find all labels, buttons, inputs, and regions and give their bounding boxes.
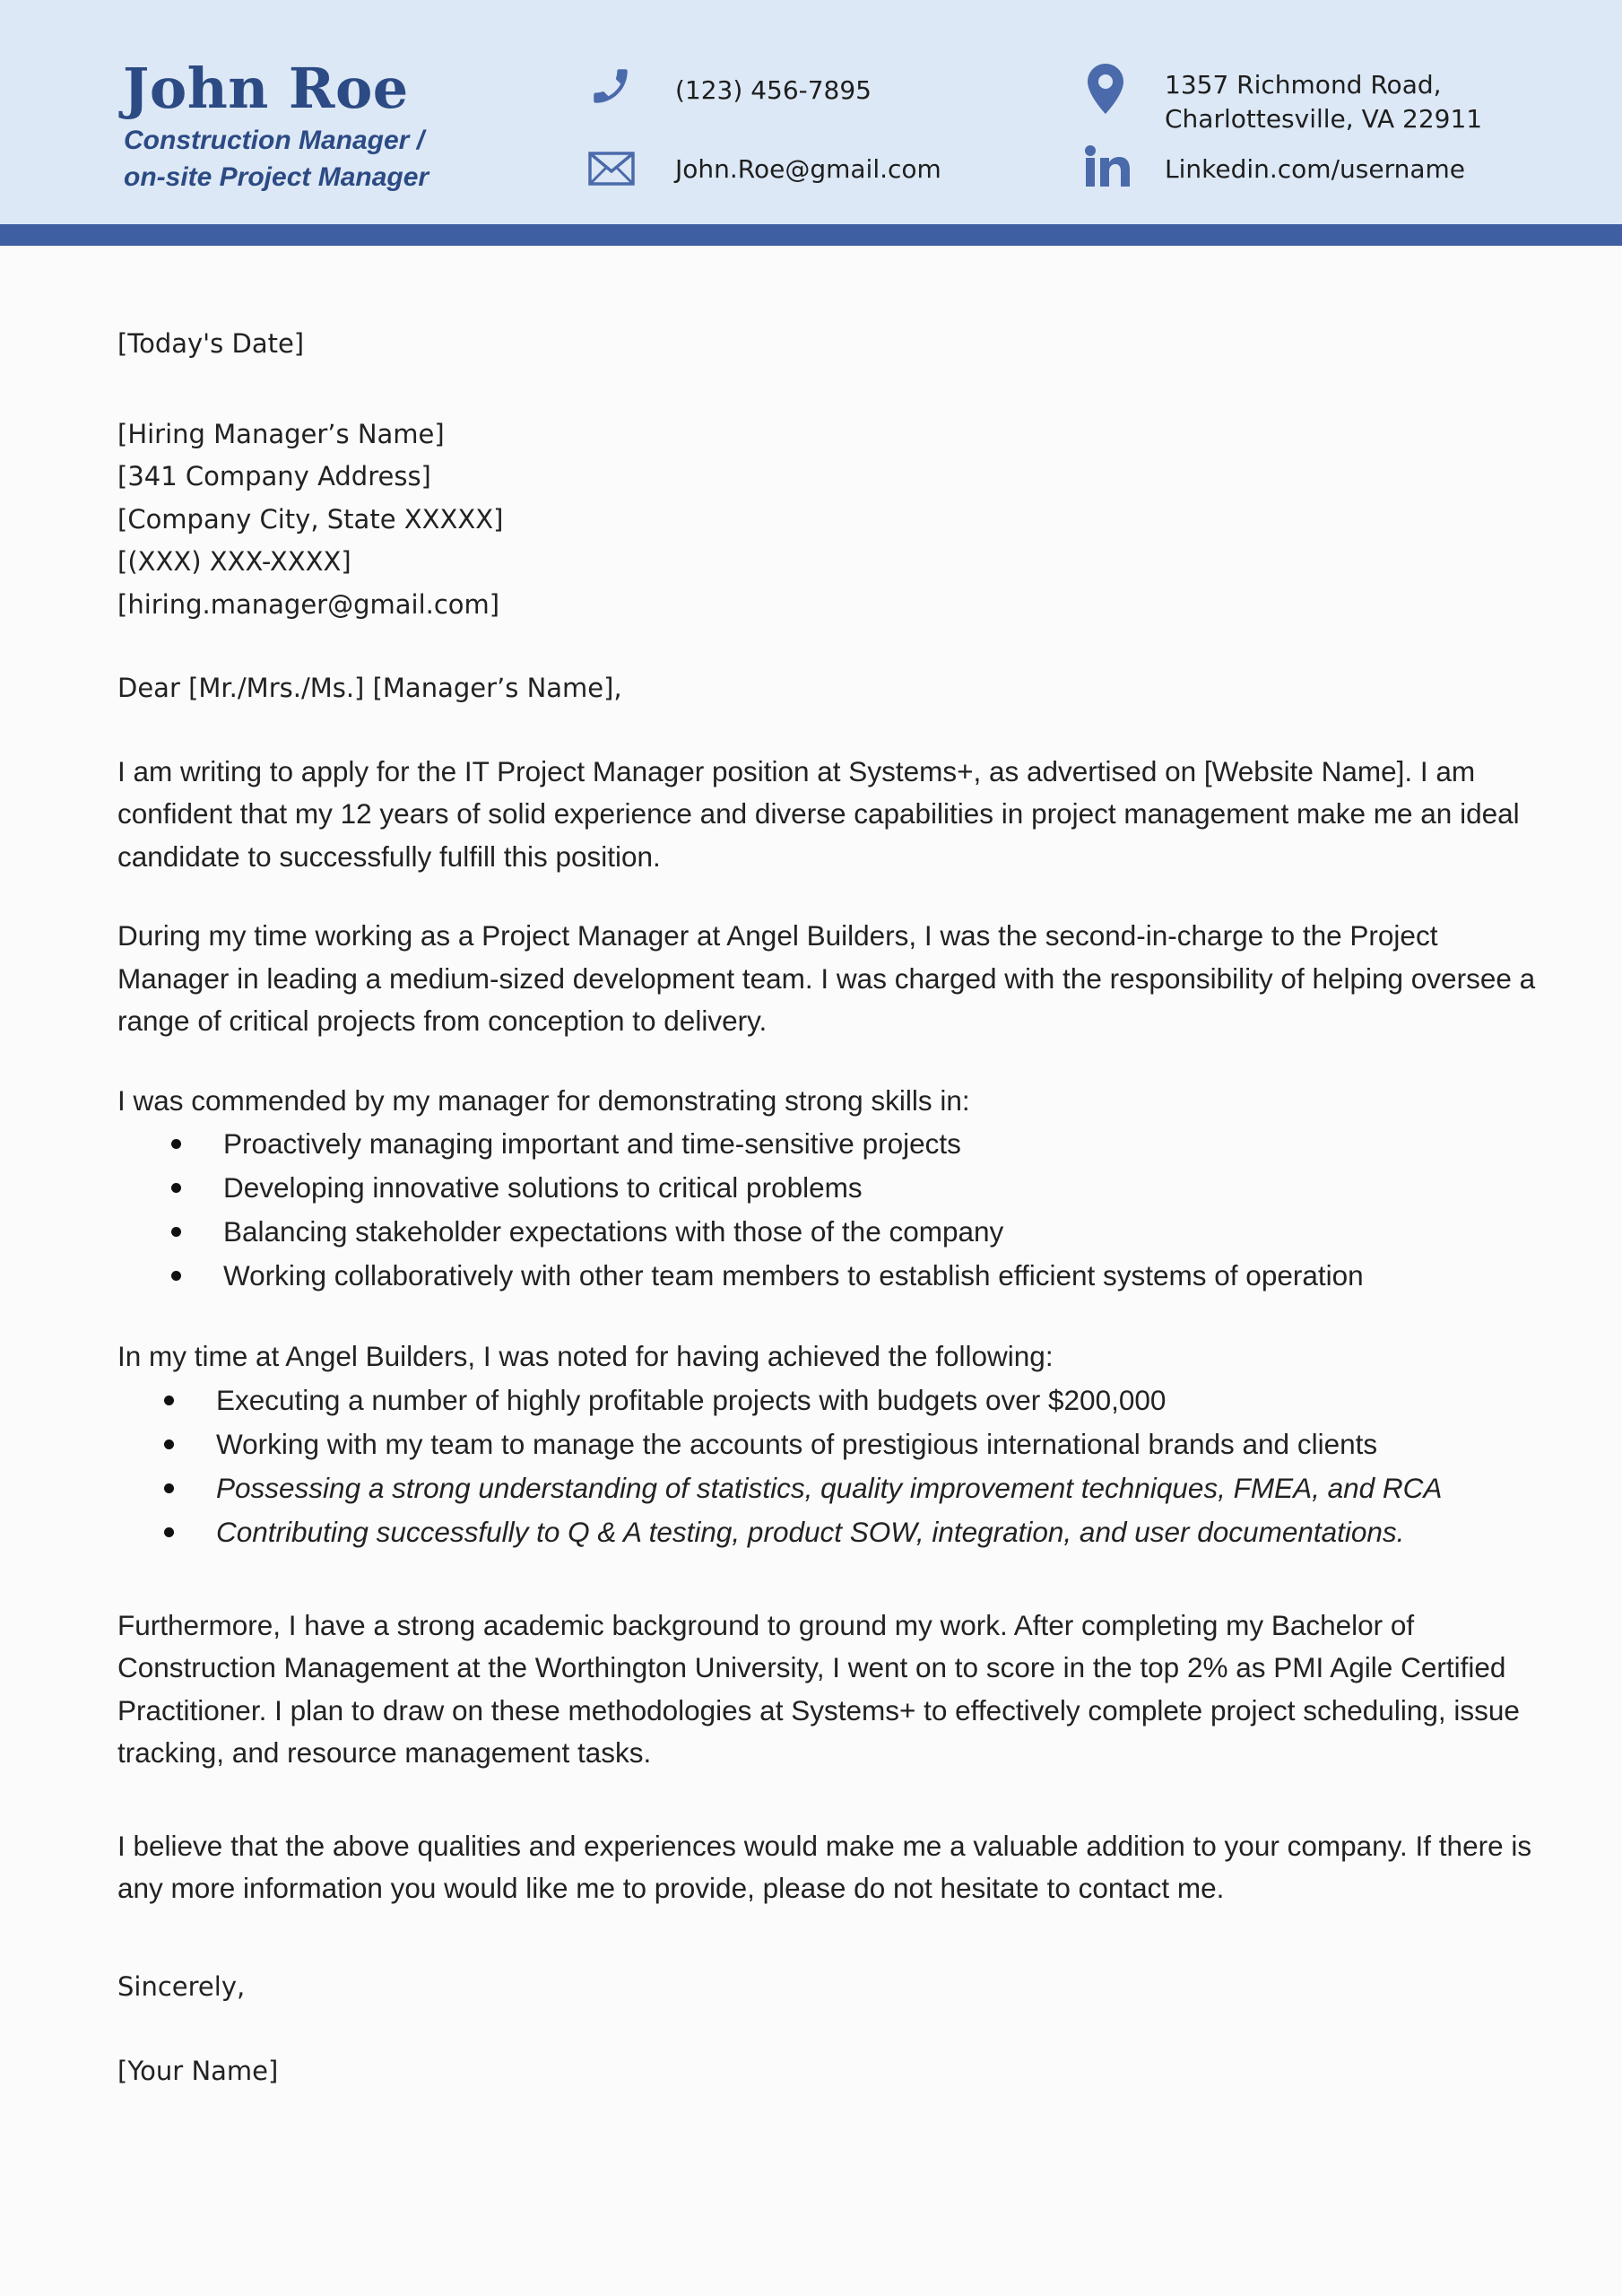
paragraph-intro bbox=[117, 751, 1520, 879]
bullet-icon bbox=[164, 1396, 174, 1405]
phone-icon bbox=[588, 64, 633, 109]
recipient-phone: [(XXX) XXX-XXXX] bbox=[117, 546, 351, 577]
recipient-name: [Hiring Manager’s Name] bbox=[117, 418, 445, 449]
achievements-list bbox=[117, 1378, 1516, 1554]
bullet-icon bbox=[171, 1139, 181, 1149]
paragraph-line: Construction Management at the Worthington University, I went on to score in the top 2% as PMI Agile Certified bbox=[117, 1651, 1506, 1683]
recipient-address: [341 Company Address] bbox=[117, 461, 431, 491]
paragraph-line: tracking, and resource management tasks. bbox=[117, 1736, 652, 1769]
paragraph-line: any more information you would like me to provide, please do not hesitate to contact me. bbox=[117, 1872, 1225, 1904]
phone-number[interactable]: (123) 456-7895 bbox=[675, 75, 872, 105]
paragraph-line: Practitioner. I plan to draw on these methodologies at Systems+ to effectively complete project scheduling, issue bbox=[117, 1693, 1520, 1726]
paragraph-line: During my time working as a Project Manager at Angel Builders, I was the second-in-charge to the Project bbox=[117, 919, 1438, 952]
list-item-text: Contributing successfully to Q & A testing, product SOW, integration, and user documentations. bbox=[216, 1515, 1405, 1548]
address-line-1: 1357 Richmond Road, bbox=[1165, 70, 1442, 100]
list-item-text: Balancing stakeholder expectations with those of the company bbox=[223, 1215, 1004, 1248]
list-item bbox=[117, 1422, 1516, 1466]
list-item bbox=[117, 1122, 1516, 1166]
bullet-icon bbox=[171, 1271, 181, 1281]
recipient-email: [hiring.manager@gmail.com] bbox=[117, 588, 500, 620]
paragraph-line: I am writing to apply for the IT Project Manager position at Systems+, as advertised on [Website Name]. I am bbox=[117, 754, 1476, 787]
paragraph-line: Manager in leading a medium-sized development team. I was charged with the responsibility of helping oversee a bbox=[117, 961, 1536, 995]
salutation: Dear [Mr./Mrs./Ms.] [Manager’s Name], bbox=[117, 673, 622, 703]
achievements-intro: In my time at Angel Builders, I was noted for having achieved the following: bbox=[117, 1340, 1054, 1372]
paragraph-line: range of critical projects from conception to delivery. bbox=[117, 1004, 768, 1037]
job-title-line-1: Construction Manager / bbox=[124, 126, 425, 155]
job-title bbox=[124, 122, 429, 196]
list-item-text: Developing innovative solutions to critical problems bbox=[223, 1171, 863, 1204]
bullet-icon bbox=[164, 1483, 174, 1493]
letter-date: [Today's Date] bbox=[117, 328, 305, 359]
skills-intro: I was commended by my manager for demonstrating strong skills in: bbox=[117, 1083, 970, 1117]
applicant-name: John Roe bbox=[123, 56, 409, 121]
list-item bbox=[117, 1254, 1516, 1298]
paragraph-line: candidate to successfully fulfill this position. bbox=[117, 839, 661, 873]
linkedin-icon bbox=[1085, 145, 1130, 187]
paragraph-line: Furthermore, I have a strong academic background to ground my work. After completing my Bachelor of bbox=[117, 1608, 1415, 1641]
achievements-section bbox=[117, 1335, 1516, 1554]
list-item bbox=[117, 1166, 1516, 1210]
email-address[interactable]: John.Roe@gmail.com bbox=[675, 154, 941, 184]
list-item-text: Executing a number of highly profitable projects with budgets over $200,000 bbox=[216, 1383, 1167, 1416]
recipient-block bbox=[117, 413, 1516, 627]
paragraph-closing bbox=[117, 1825, 1532, 1910]
paragraph-line: I believe that the above qualities and experiences would make me a valuable addition to your company. If there is bbox=[117, 1829, 1532, 1862]
list-item-text: Working collaboratively with other team members to establish efficient systems of operation bbox=[223, 1259, 1364, 1292]
paragraph-education bbox=[117, 1605, 1520, 1775]
envelope-icon bbox=[588, 152, 635, 186]
bullet-icon bbox=[171, 1183, 181, 1193]
list-item bbox=[117, 1510, 1516, 1554]
paragraph-line: confident that my 12 years of solid experience and diverse capabilities in project management make me an ideal bbox=[117, 797, 1520, 830]
skills-list bbox=[117, 1122, 1516, 1298]
list-item bbox=[117, 1466, 1516, 1510]
list-item-text: Possessing a strong understanding of statistics, quality improvement techniques, FMEA, and RCA bbox=[216, 1471, 1443, 1504]
recipient-city-state: [Company City, State XXXXX] bbox=[117, 503, 504, 535]
letter-body bbox=[117, 323, 1536, 2093]
address bbox=[1165, 68, 1482, 136]
address-line-2: Charlottesville, VA 22911 bbox=[1165, 104, 1483, 134]
bullet-icon bbox=[164, 1439, 174, 1449]
bullet-icon bbox=[171, 1227, 181, 1237]
paragraph-experience bbox=[117, 915, 1536, 1043]
list-item bbox=[117, 1210, 1516, 1254]
bullet-icon bbox=[164, 1527, 174, 1537]
list-item-text: Working with my team to manage the accounts of prestigious international brands and clients bbox=[216, 1427, 1378, 1460]
location-pin-icon bbox=[1088, 64, 1123, 114]
linkedin-url[interactable]: Linkedin.com/username bbox=[1165, 154, 1465, 184]
signature: [Your Name] bbox=[117, 2056, 279, 2086]
job-title-line-2: on-site Project Manager bbox=[124, 162, 429, 192]
header-accent-bar bbox=[0, 224, 1622, 246]
list-item bbox=[117, 1378, 1516, 1422]
closing: Sincerely, bbox=[117, 1970, 246, 2002]
skills-section bbox=[117, 1080, 1516, 1299]
list-item-text: Proactively managing important and time-sensitive projects bbox=[223, 1127, 961, 1160]
